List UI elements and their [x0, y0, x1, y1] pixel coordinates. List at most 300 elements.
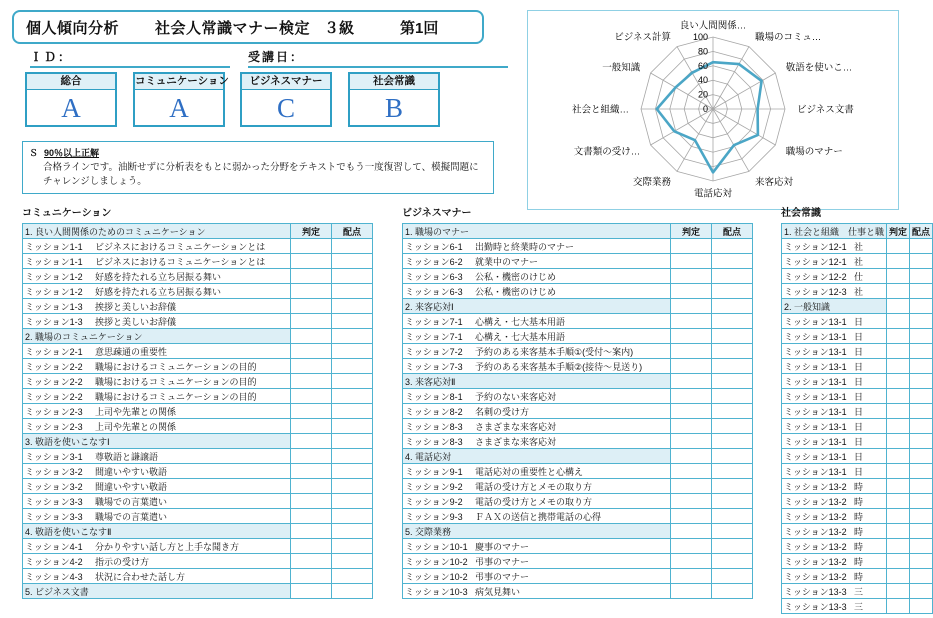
mission-code: ミッション1-3 [25, 316, 83, 327]
score-cell [910, 359, 933, 374]
mission-cell [782, 494, 887, 509]
mission-code: ミッション13-1 [784, 406, 847, 417]
mission-name: 日 [854, 466, 864, 477]
score-cell [332, 524, 373, 539]
mission-code: ミッション13-1 [784, 451, 847, 462]
judge-cell [671, 254, 712, 269]
mission-cell [782, 374, 887, 389]
mission-name: 時 [854, 526, 864, 537]
judge-cell [887, 299, 910, 314]
mission-code: ミッション7-1 [405, 331, 463, 342]
radar-tick-label: 60 [697, 60, 708, 71]
mission-cell [403, 314, 671, 329]
mission-code: ミッション13-3 [784, 601, 847, 612]
id-value-underline [30, 66, 230, 68]
table-row [403, 404, 753, 419]
score-cell [332, 329, 373, 344]
radar-spokes [641, 37, 785, 181]
mission-cell [23, 284, 291, 299]
judge-cell [291, 344, 332, 359]
table-row [403, 464, 753, 479]
table-row [23, 314, 373, 329]
score-cell [910, 479, 933, 494]
mission-code: ミッション10-1 [405, 541, 468, 552]
judge-cell [671, 389, 712, 404]
score-cell [712, 359, 753, 374]
judge-cell [291, 359, 332, 374]
mission-name: 日 [854, 361, 864, 372]
mission-name: 三 [854, 601, 864, 612]
mission-code: ミッション6-2 [405, 256, 463, 267]
table-row [403, 329, 753, 344]
comment-grade-line [29, 146, 487, 159]
mission-code: ミッション4-1 [25, 541, 83, 552]
mission-code: ミッション13-2 [784, 481, 847, 492]
score-box-value: C [276, 93, 295, 123]
score-cell [332, 449, 373, 464]
score-cell [910, 284, 933, 299]
mission-code: ミッション1-2 [25, 286, 83, 297]
score-cell [910, 329, 933, 344]
column-header-score: 配点 [332, 224, 373, 239]
mission-name: 職場での言葉遣い [95, 496, 168, 507]
comment-body: 合格ラインです。油断せずに分析表をもとに弱かった分野をテキストでもう一度復習して、模擬問題にチャレンジしましょう。 [43, 162, 479, 187]
mission-code: ミッション8-1 [405, 391, 463, 402]
score-cell [712, 269, 753, 284]
radar-axis-label: 敬語を使いこ… [785, 62, 853, 74]
score-cell [910, 464, 933, 479]
score-cell [332, 239, 373, 254]
table-row [403, 509, 753, 524]
table-row [23, 344, 373, 359]
table-row [782, 419, 933, 434]
score-cell [712, 344, 753, 359]
group-cell: 4. 敬語を使いこなすⅡ [23, 524, 291, 539]
report-title-bar [12, 10, 484, 44]
table-row [23, 254, 373, 269]
mission-cell [23, 314, 291, 329]
mission-code: ミッション13-1 [784, 316, 847, 327]
mission-name: 挨拶と美しいお辞儀 [95, 301, 177, 312]
mission-code: ミッション13-1 [784, 346, 847, 357]
mission-name: ビジネスにおけるコミュニケーションとは [95, 256, 266, 267]
judge-cell [887, 584, 910, 599]
mission-name: 予約のない来客応対 [475, 391, 557, 402]
score-cell [712, 389, 753, 404]
mission-name: 公私・機密のけじめ [475, 271, 557, 282]
table-row [782, 494, 933, 509]
mission-cell [403, 464, 671, 479]
score-cell [712, 299, 753, 314]
score-cell [910, 404, 933, 419]
table-row [782, 224, 933, 239]
radar-axis-label: 交際業務 [632, 177, 671, 189]
judge-cell [671, 449, 712, 464]
table-row [403, 224, 753, 239]
judge-cell [291, 269, 332, 284]
mission-name: 出勤時と終業時のマナー [475, 241, 575, 252]
judge-cell [671, 344, 712, 359]
mission-cell [782, 284, 887, 299]
judge-cell [671, 479, 712, 494]
mission-cell [23, 509, 291, 524]
mission-name: 分かりやすい話し方と上手な聞き方 [95, 541, 240, 552]
judge-cell [671, 509, 712, 524]
radar-tick-label: 40 [697, 75, 708, 86]
score-cell [332, 344, 373, 359]
comment-box [22, 141, 494, 194]
mission-name: さまざまな来客応対 [475, 421, 557, 432]
table-row [782, 254, 933, 269]
column-header-judge: 判定 [291, 224, 332, 239]
group-cell: 2. 職場のコミュニケーション [23, 329, 291, 344]
table-row [782, 329, 933, 344]
score-cell [910, 374, 933, 389]
section-communication [22, 208, 373, 599]
mission-code: ミッション3-1 [25, 451, 83, 462]
mission-cell [23, 449, 291, 464]
mission-cell [782, 584, 887, 599]
group-cell: 3. 敬語を使いこなすⅠ [23, 434, 291, 449]
mission-name: 社 [854, 286, 864, 297]
score-cell [332, 314, 373, 329]
mission-code: ミッション3-2 [25, 481, 83, 492]
judge-cell [671, 524, 712, 539]
table-row [23, 584, 373, 599]
mission-cell [23, 479, 291, 494]
business-manner-table [402, 223, 753, 599]
table-row [23, 509, 373, 524]
radar-tick-label: 80 [697, 46, 708, 57]
mission-name: 時 [854, 556, 864, 567]
judge-cell [291, 374, 332, 389]
table-row [782, 464, 933, 479]
score-cell [332, 299, 373, 314]
score-cell [712, 419, 753, 434]
table-row [403, 449, 753, 464]
score-cell [712, 284, 753, 299]
mission-code: ミッション13-2 [784, 526, 847, 537]
score-cell [712, 404, 753, 419]
mission-code: ミッション6-1 [405, 241, 463, 252]
table-row [782, 584, 933, 599]
table-row [23, 494, 373, 509]
exam-name: 社会人常識マナー検定 [155, 19, 311, 37]
mission-code: ミッション13-1 [784, 361, 847, 372]
score-cell [910, 299, 933, 314]
mission-cell [782, 329, 887, 344]
mission-cell [403, 434, 671, 449]
mission-code: ミッション12-1 [784, 241, 847, 252]
date-value-underline [248, 66, 508, 68]
judge-cell [291, 239, 332, 254]
mission-cell [23, 359, 291, 374]
table-row [403, 554, 753, 569]
score-box-label: 社会常識 [350, 74, 438, 90]
judge-cell [671, 419, 712, 434]
judge-cell [291, 434, 332, 449]
table-row [403, 419, 753, 434]
group-cell: 1. 社会と組織 仕事と職 [782, 224, 887, 239]
table-row [782, 569, 933, 584]
social-common-sense-table [781, 223, 933, 614]
score-cell [712, 494, 753, 509]
score-cell [712, 479, 753, 494]
mission-name: 日 [854, 346, 864, 357]
mission-name: 電話の受け方とメモの取り方 [475, 496, 593, 507]
judge-cell [671, 404, 712, 419]
mission-code: ミッション10-2 [405, 556, 468, 567]
table-row [782, 539, 933, 554]
mission-name: 尊敬語と謙譲語 [95, 451, 159, 462]
table-row [782, 449, 933, 464]
mission-cell [23, 389, 291, 404]
section-title: 社会常識 [781, 208, 821, 219]
radar-chart-panel [527, 10, 899, 210]
mission-cell [782, 434, 887, 449]
score-cell [910, 494, 933, 509]
mission-name: 弔事のマナー [475, 556, 530, 567]
mission-cell [782, 404, 887, 419]
score-box-value: B [384, 93, 403, 123]
judge-cell [887, 314, 910, 329]
judge-cell [887, 419, 910, 434]
mission-cell [782, 269, 887, 284]
table-row [403, 344, 753, 359]
table-row [23, 284, 373, 299]
judge-cell [671, 299, 712, 314]
score-cell [332, 389, 373, 404]
mission-code: ミッション3-3 [25, 496, 83, 507]
mission-name: 日 [854, 451, 864, 462]
mission-name: 予約のある来客基本手順①(受付～案内) [475, 346, 634, 357]
mission-cell [782, 344, 887, 359]
mission-name: 日 [854, 331, 864, 342]
score-cell [712, 449, 753, 464]
judge-cell [291, 509, 332, 524]
mission-name: 心構え・七大基本用語 [475, 316, 566, 327]
radar-chart [528, 11, 898, 209]
judge-cell [291, 389, 332, 404]
mission-name: 三 [854, 586, 864, 597]
judge-cell [291, 584, 332, 599]
mission-code: ミッション7-3 [405, 361, 463, 372]
mission-name: 公私・機密のけじめ [475, 286, 557, 297]
mission-cell [403, 569, 671, 584]
table-row [403, 254, 753, 269]
table-row [23, 224, 373, 239]
judge-cell [671, 569, 712, 584]
mission-cell [23, 374, 291, 389]
score-cell [332, 284, 373, 299]
group-cell: 2. 一般知識 [782, 299, 887, 314]
judge-cell [887, 284, 910, 299]
score-box-social-common-sense [348, 72, 440, 127]
mission-code: ミッション1-1 [25, 241, 83, 252]
judge-cell [291, 419, 332, 434]
section-title: ビジネスマナー [402, 208, 472, 219]
mission-code: ミッション13-2 [784, 541, 847, 552]
mission-cell [403, 539, 671, 554]
judge-cell [671, 269, 712, 284]
score-cell [910, 509, 933, 524]
mission-cell [403, 329, 671, 344]
judge-cell [887, 329, 910, 344]
score-cell [332, 509, 373, 524]
date-label: 受講日： [248, 50, 305, 64]
mission-name: 職場におけるコミュニケーションの目的 [95, 391, 257, 402]
mission-cell [403, 479, 671, 494]
mission-name: 意思疎通の重要性 [95, 346, 168, 357]
score-cell [712, 554, 753, 569]
radar-axis-label: 社会と組織… [571, 104, 629, 116]
mission-name: 慶事のマナー [475, 541, 530, 552]
judge-cell [887, 239, 910, 254]
score-cell [712, 434, 753, 449]
table-row [403, 539, 753, 554]
score-cell [712, 254, 753, 269]
table-row [782, 269, 933, 284]
table-row [782, 599, 933, 614]
mission-cell [782, 254, 887, 269]
mission-code: ミッション12-2 [784, 271, 847, 282]
score-cell [910, 584, 933, 599]
score-cell [910, 524, 933, 539]
mission-cell [403, 359, 671, 374]
judge-cell [671, 464, 712, 479]
score-cell [332, 539, 373, 554]
score-cell [910, 539, 933, 554]
table-row [403, 314, 753, 329]
table-row [23, 374, 373, 389]
judge-cell [291, 479, 332, 494]
judge-cell [291, 539, 332, 554]
judge-cell [291, 494, 332, 509]
table-row [23, 539, 373, 554]
mission-name: 上司や先輩との関係 [95, 421, 177, 432]
score-box-label: ビジネスマナー [242, 74, 330, 90]
radar-tick-label: 0 [702, 104, 708, 114]
mission-code: ミッション13-3 [784, 586, 847, 597]
table-row [23, 524, 373, 539]
mission-code: ミッション13-1 [784, 331, 847, 342]
mission-name: 日 [854, 391, 864, 402]
radar-axis-label: 職場のコミュ… [755, 31, 822, 43]
comment-grade-mark: Ｓ [29, 148, 39, 158]
radar-axis-label: 文書類の受け… [573, 146, 641, 158]
mission-cell [23, 539, 291, 554]
mission-name: 日 [854, 406, 864, 417]
mission-cell [782, 389, 887, 404]
judge-cell [291, 329, 332, 344]
mission-name: 社 [854, 241, 864, 252]
judge-cell [291, 569, 332, 584]
mission-name: 好感を持たれる立ち居振る舞い [95, 271, 222, 282]
judge-cell [671, 239, 712, 254]
mission-cell [782, 449, 887, 464]
score-cell [910, 269, 933, 284]
radar-series-polygon [657, 62, 762, 172]
mission-cell [403, 419, 671, 434]
table-row [23, 419, 373, 434]
mission-name: 上司や先輩との関係 [95, 406, 177, 417]
group-cell: 5. 交際業務 [403, 524, 671, 539]
judge-cell [887, 464, 910, 479]
exam-session: 第1回 [400, 19, 439, 37]
table-row [23, 464, 373, 479]
judge-cell [887, 599, 910, 614]
score-cell [910, 239, 933, 254]
radar-axis-label: 良い人間関係… [679, 20, 747, 32]
mission-code: ミッション6-3 [405, 271, 463, 282]
column-header-score: 配点 [910, 224, 933, 239]
comment-threshold: 90％以上正解 [44, 148, 100, 158]
judge-cell [887, 569, 910, 584]
mission-cell [782, 509, 887, 524]
table-row [23, 239, 373, 254]
mission-name: 日 [854, 316, 864, 327]
score-cell [332, 494, 373, 509]
table-row [403, 584, 753, 599]
judge-cell [887, 494, 910, 509]
mission-name: 時 [854, 541, 864, 552]
score-cell [332, 569, 373, 584]
mission-code: ミッション4-3 [25, 571, 83, 582]
mission-name: 間違いやすい敬語 [95, 481, 168, 492]
mission-code: ミッション2-2 [25, 361, 83, 372]
mission-code: ミッション1-2 [25, 271, 83, 282]
communication-table [22, 223, 373, 599]
mission-code: ミッション7-1 [405, 316, 463, 327]
mission-code: ミッション13-1 [784, 436, 847, 447]
mission-code: ミッション13-2 [784, 511, 847, 522]
id-date-row [12, 48, 512, 70]
mission-code: ミッション13-2 [784, 556, 847, 567]
table-row [23, 569, 373, 584]
table-row [403, 239, 753, 254]
score-cell [712, 524, 753, 539]
table-row [23, 554, 373, 569]
judge-cell [671, 554, 712, 569]
mission-code: ミッション2-2 [25, 376, 83, 387]
radar-axis-label: 電話応対 [693, 188, 733, 200]
radar-axis-label: 一般知識 [602, 62, 641, 74]
score-box-label: コミュニケーション [135, 74, 223, 90]
score-cell [712, 329, 753, 344]
mission-code: ミッション8-3 [405, 436, 463, 447]
table-row [782, 389, 933, 404]
column-header-score: 配点 [712, 224, 753, 239]
mission-code: ミッション6-3 [405, 286, 463, 297]
table-row [782, 314, 933, 329]
score-cell [910, 389, 933, 404]
mission-name: 名刺の受け方 [475, 406, 530, 417]
table-row [782, 284, 933, 299]
mission-code: ミッション13-1 [784, 391, 847, 402]
judge-cell [887, 509, 910, 524]
mission-name: 好感を持たれる立ち居振る舞い [95, 286, 222, 297]
judge-cell [887, 539, 910, 554]
table-row [23, 404, 373, 419]
group-cell: 4. 電話応対 [403, 449, 671, 464]
mission-code: ミッション1-1 [25, 256, 83, 267]
mission-cell [23, 419, 291, 434]
mission-cell [403, 509, 671, 524]
mission-cell [403, 344, 671, 359]
mission-code: ミッション3-2 [25, 466, 83, 477]
column-header-judge: 判定 [671, 224, 712, 239]
score-box-value: A [169, 93, 189, 123]
